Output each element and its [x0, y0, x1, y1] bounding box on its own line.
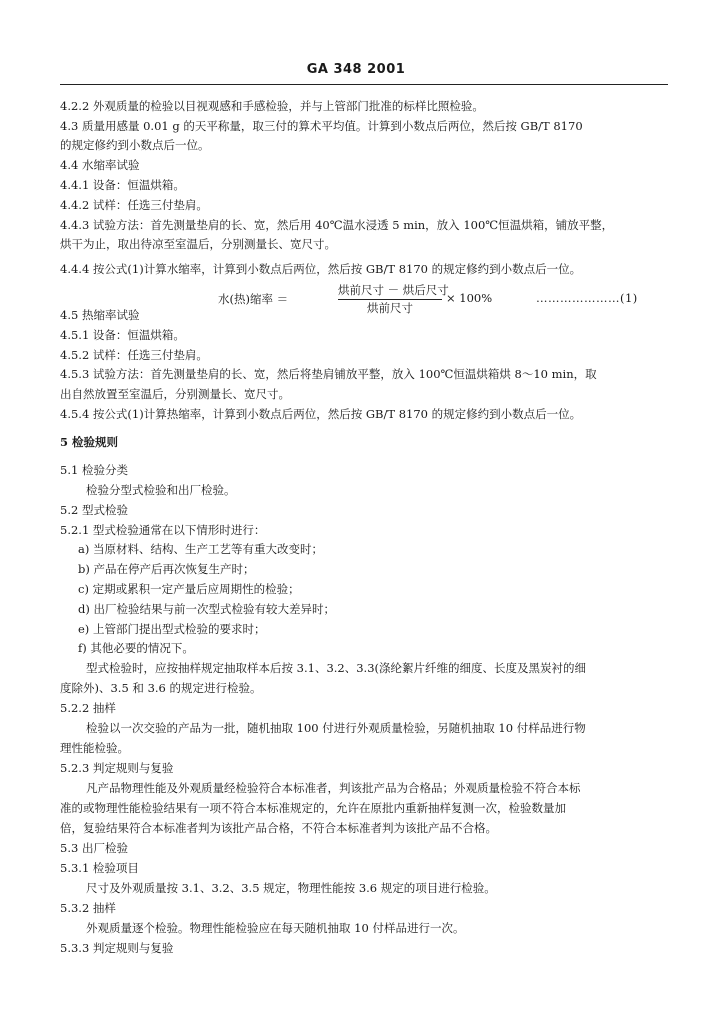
- heading-5-1: 5.1 检验分类: [60, 463, 128, 477]
- clause-4-5-3: 4.5.3 试验方法：首先测量垫肩的长、宽，然后将垫肩铺放平整，放入 100℃恒温烘箱烘 8～10 min，取: [60, 367, 597, 381]
- clause-5-1-text: 检验分型式检验和出厂检验。: [86, 483, 236, 497]
- clause-4-5-3-cont: 出自然放置至室温后，分别测量长、宽尺寸。: [60, 387, 290, 401]
- formula-fraction: [338, 283, 449, 316]
- clause-5-2-1-para: 型式检验时，应按抽样规定抽取样本后按 3.1、3.2、3.3(涤纶絮片纤维的细度、长度及黑炭衬的细: [86, 661, 587, 675]
- clause-5-2-2-text-cont: 理性能检验。: [60, 741, 129, 755]
- formula-denominator: 烘前尺寸: [367, 301, 413, 315]
- formula-numerator: 烘前尺寸 － 烘后尺寸: [338, 283, 449, 297]
- heading-5-2-2: 5.2.2 抽样: [60, 701, 116, 715]
- heading-4-4: 4.4 水缩率试验: [60, 158, 140, 172]
- clause-4-4-1: 4.4.1 设备：恒温烘箱。: [60, 178, 185, 192]
- list-item-e: e) 上管部门提出型式检验的要求时；: [78, 622, 266, 636]
- heading-5-3: 5.3 出厂检验: [60, 841, 128, 855]
- section-5-heading: 5 检验规则: [60, 435, 119, 449]
- heading-5-3-3: 5.3.3 判定规则与复验: [60, 941, 174, 955]
- clause-5-2-3-text-cont1: 准的或物理性能检验结果有一项不符合本标准规定的，允许在原批内重新抽样复测一次，检验数量加: [60, 801, 566, 815]
- fraction-bar: [338, 299, 442, 300]
- list-item-a: a) 当原材料、结构、生产工艺等有重大改变时；: [78, 542, 323, 556]
- clause-5-2-3-text: 凡产品物理性能及外观质量经检验符合本标准者，判该批产品为合格品；外观质量检验不符合本标: [86, 781, 581, 795]
- clause-5-2-2-text: 检验以一次交验的产品为一批，随机抽取 100 付进行外观质量检验，另随机抽取 10 付样品进行物: [86, 721, 586, 735]
- clause-4-5-1: 4.5.1 设备：恒温烘箱。: [60, 328, 185, 342]
- page-header-standard-code: GA 348 2001: [306, 62, 406, 77]
- list-item-f: f) 其他必要的情况下。: [78, 641, 194, 655]
- clause-5-2-3-text-cont2: 倍，复验结果符合本标准者判为该批产品合格，不符合本标准者判为该批产品不合格。: [60, 821, 497, 835]
- list-item-b: b) 产品在停产后再次恢复生产时；: [78, 562, 255, 576]
- clause-4-5-4: 4.5.4 按公式(1)计算热缩率，计算到小数点后两位，然后按 GB/T 8170 的规定修约到小数点后一位。: [60, 407, 582, 421]
- heading-5-2: 5.2 型式检验: [60, 503, 128, 517]
- clause-4-4-4: 4.4.4 按公式(1)计算水缩率，计算到小数点后两位，然后按 GB/T 8170 的规定修约到小数点后一位。: [60, 262, 582, 276]
- heading-4-5: 4.5 热缩率试验: [60, 308, 140, 322]
- clause-5-3-2-text: 外观质量逐个检验。物理性能检验应在每天随机抽取 10 付样品进行一次。: [86, 921, 465, 935]
- clause-4-4-3: 4.4.3 试验方法：首先测量垫肩的长、宽，然后用 40℃温水浸透 5 min，放入 100℃恒温烘箱，铺放平整，: [60, 218, 614, 232]
- list-item-d: d) 出厂检验结果与前一次型式检验有较大差异时；: [78, 602, 336, 616]
- clause-4-4-2: 4.4.2 试样：任选三付垫肩。: [60, 198, 208, 212]
- clause-5-2-1: 5.2.1 型式检验通常在以下情形时进行：: [60, 523, 266, 537]
- clause-5-3-1-text: 尺寸及外观质量按 3.1、3.2、3.5 规定，物理性能按 3.6 规定的项目进行检验。: [86, 881, 496, 895]
- heading-5-3-2: 5.3.2 抽样: [60, 901, 116, 915]
- heading-5-2-3: 5.2.3 判定规则与复验: [60, 761, 174, 775]
- list-item-c: c) 定期或累积一定产量后应周期性的检验；: [78, 582, 300, 596]
- clause-4-3-cont: 的规定修约到小数点后一位。: [60, 138, 210, 152]
- clause-5-2-1-para-cont: 度除外)、3.5 和 3.6 的规定进行检验。: [60, 681, 262, 695]
- clause-4-2-2: 4.2.2 外观质量的检验以目视观感和手感检验，并与上管部门批准的标样比照检验。: [60, 99, 484, 113]
- clause-4-5-2: 4.5.2 试样：任选三付垫肩。: [60, 348, 208, 362]
- formula-lhs: 水(热)缩率 ＝: [218, 292, 289, 306]
- formula-number: …………………(1): [536, 291, 638, 305]
- header-rule: [60, 84, 668, 85]
- clause-4-4-3-cont: 烘干为止，取出待凉至室温后，分别测量长、宽尺寸。: [60, 237, 336, 251]
- clause-4-3: 4.3 质量用感量 0.01 g 的天平称量，取三付的算术平均值。计算到小数点后两位，然后按 GB/T 8170: [60, 119, 583, 133]
- formula-rhs: × 100%: [446, 291, 493, 305]
- heading-5-3-1: 5.3.1 检验项目: [60, 861, 139, 875]
